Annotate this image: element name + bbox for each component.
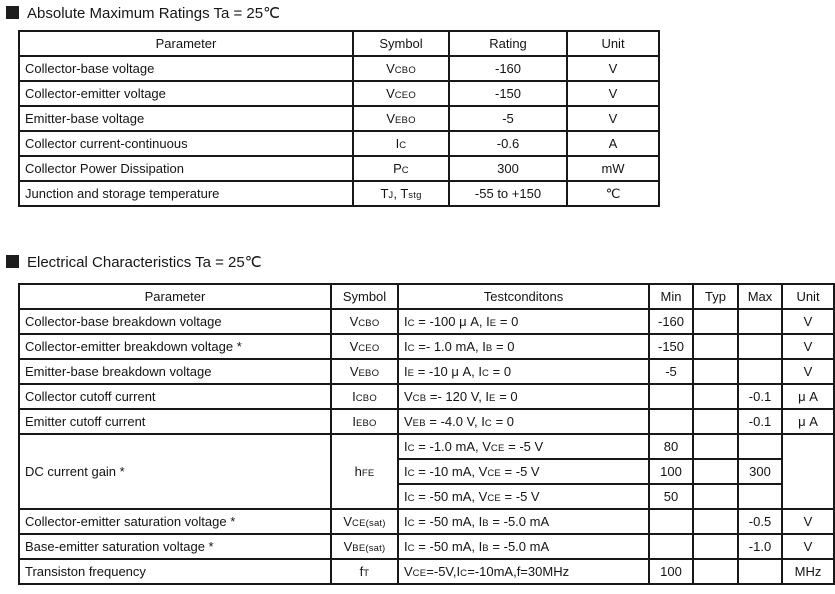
table-cell: V [782,309,834,334]
table-cell: V [567,106,659,131]
table-row [19,359,834,384]
subscript-text: C [399,140,407,151]
table-cell: -5 [449,106,567,131]
subscript-text: C [407,518,415,529]
table-row [19,534,834,559]
subscript-text: C [460,568,468,579]
table-cell: VEBO [353,106,449,131]
table-cell: -150 [449,81,567,106]
table-cell: Collector-base voltage [19,56,353,81]
header-row [19,31,659,56]
table-row [19,309,834,334]
table-cell: V [782,534,834,559]
table-cell: VCBO [353,56,449,81]
subscript-text: FE [361,468,375,479]
table-cell [693,509,738,534]
table-cell: fT [331,559,398,584]
table-cell [693,384,738,409]
section-title-text: Absolute Maximum Ratings Ta = 25℃ [27,5,280,22]
square-bullet-icon [6,255,19,268]
table-cell: hFE [331,434,398,509]
table-cell: ℃ [567,181,659,206]
table-cell [738,559,782,584]
table-cell: IE = -10 μ A, IC = 0 [398,359,649,384]
table-cell: -0.1 [738,384,782,409]
table-cell: -160 [449,56,567,81]
table-row [19,434,834,459]
subscript-text: EBO [395,115,416,126]
table-cell: IC = -1.0 mA, VCE = -5 V [398,434,649,459]
table-cell [693,559,738,584]
table-cell [738,334,782,359]
table-cell: V [782,359,834,384]
table-cell: Emitter-base voltage [19,106,353,131]
table-cell: VCBO [331,309,398,334]
table-cell: VCEO [353,81,449,106]
subscript-text: CE [487,493,501,504]
table-cell: IC = -10 mA, VCE = -5 V [398,459,649,484]
subscript-text: stg [408,190,422,201]
table-cell: Collector current-continuous [19,131,353,156]
table-row [19,181,659,206]
electrical-characteristics-table [18,283,835,585]
column-header: Parameter [19,284,331,309]
subscript-text: EBO [355,418,377,429]
table-cell: IC = -50 mA, VCE = -5 V [398,484,649,509]
table-cell: Junction and storage temperature [19,181,353,206]
table-cell: PC [353,156,449,181]
subscript-text: E [489,393,496,404]
subscript-text: CEO [358,343,380,354]
column-header: Typ [693,284,738,309]
table-cell: DC current gain * [19,434,331,509]
subscript-text: E [407,368,415,379]
table-cell: A [567,131,659,156]
column-header: Symbol [331,284,398,309]
table-cell: VCE=-5V,IC=-10mA,f=30MHz [398,559,649,584]
subscript-text: CBO [358,318,380,329]
subscript-text: C [484,418,492,429]
subscript-text: CB [412,393,427,404]
table-cell: IC [353,131,449,156]
table-row [19,384,834,409]
table-cell: 50 [649,484,693,509]
column-header: Unit [782,284,834,309]
table-cell [693,359,738,384]
column-header: Unit [567,31,659,56]
table-cell: VCEO [331,334,398,359]
table-row [19,81,659,106]
table-row [19,509,834,534]
subscript-text: C [482,368,490,379]
subscript-text: C [407,343,415,354]
table-cell: 80 [649,434,693,459]
subscript-text: C [407,468,415,479]
table-row [19,409,834,434]
absolute-maximum-ratings-table [18,30,660,207]
table-cell [693,409,738,434]
table-cell: μ A [782,384,834,409]
column-header: Rating [449,31,567,56]
table-cell: Collector-emitter breakdown voltage * [19,334,331,359]
column-header: Max [738,284,782,309]
table-cell [693,534,738,559]
table-cell [693,459,738,484]
table-cell: Collector Power Dissipation [19,156,353,181]
subscript-text: CBO [394,65,416,76]
table-row [19,106,659,131]
subscript-text: BE(sat) [352,543,386,554]
column-header: Parameter [19,31,353,56]
table-cell: Collector-emitter voltage [19,81,353,106]
table-cell: VCE(sat) [331,509,398,534]
table-cell: IC = -50 mA, IB = -5.0 mA [398,509,649,534]
subscript-text: B [482,518,489,529]
subscript-text: E [489,318,497,329]
table-cell [738,309,782,334]
table-cell: Base-emitter saturation voltage * [19,534,331,559]
subscript-text: EB [412,418,426,429]
table-cell: IC = -100 μ A, IE = 0 [398,309,649,334]
table-cell [693,334,738,359]
table-cell: -55 to +150 [449,181,567,206]
column-header: Symbol [353,31,449,56]
section-title-text: Electrical Characteristics Ta = 25℃ [27,254,262,271]
table-cell: VEBO [331,359,398,384]
table-cell: V [782,509,834,534]
subscript-text: C [407,493,415,504]
table-row [19,156,659,181]
table-cell: MHz [782,559,834,584]
table-cell: IEBO [331,409,398,434]
table-cell [649,409,693,434]
table-cell: -0.1 [738,409,782,434]
table-cell: TJ, Tstg [353,181,449,206]
square-bullet-icon [6,6,19,19]
table-cell [782,434,834,509]
table-cell [693,434,738,459]
table-cell: VEB = -4.0 V, IC = 0 [398,409,649,434]
subscript-text: B [485,343,493,354]
table-cell: -160 [649,309,693,334]
column-header: Min [649,284,693,309]
table-cell [693,309,738,334]
table-cell [693,484,738,509]
header-row [19,284,834,309]
section-title-electrical-characteristics [6,254,835,272]
table-cell [738,359,782,384]
subscript-text: C [401,165,409,176]
table-cell: 100 [649,459,693,484]
table-cell: 100 [649,559,693,584]
table-row [19,131,659,156]
table-cell: ICBO [331,384,398,409]
table-cell: V [567,81,659,106]
table-row [19,559,834,584]
subscript-text: C [407,443,415,454]
subscript-text: J [388,190,394,201]
table-cell: Collector cutoff current [19,384,331,409]
table-cell: IC = -50 mA, IB = -5.0 mA [398,534,649,559]
subscript-text: B [482,543,489,554]
table-cell: V [567,56,659,81]
table-cell: VBE(sat) [331,534,398,559]
table-cell: Emitter cutoff current [19,409,331,434]
subscript-text: CE [487,468,501,479]
subscript-text: CBO [355,393,377,404]
table-cell: -0.6 [449,131,567,156]
subscript-text: T [363,568,370,579]
table-cell: IC =- 1.0 mA, IB = 0 [398,334,649,359]
table-cell [649,384,693,409]
table-row [19,334,834,359]
table-cell: -150 [649,334,693,359]
table-cell: 300 [449,156,567,181]
table-cell: μ A [782,409,834,434]
table-cell: -5 [649,359,693,384]
table-cell [649,534,693,559]
table-cell: -0.5 [738,509,782,534]
subscript-text: EBO [358,368,380,379]
table-cell: 300 [738,459,782,484]
table-cell [738,484,782,509]
table-cell [649,509,693,534]
subscript-text: CEO [394,90,416,101]
subscript-text: CE(sat) [352,518,386,529]
table-cell: V [782,334,834,359]
section-title-absolute-maximum-ratings [6,5,835,23]
subscript-text: CE [490,443,505,454]
subscript-text: C [407,543,415,554]
subscript-text: CE [412,568,427,579]
table-cell: mW [567,156,659,181]
table-row [19,56,659,81]
table-cell [738,434,782,459]
table-cell: Transiston frequency [19,559,331,584]
subscript-text: C [407,318,415,329]
table-cell: -1.0 [738,534,782,559]
table-cell: Collector-base breakdown voltage [19,309,331,334]
table-cell: Collector-emitter saturation voltage * [19,509,331,534]
table-cell: Emitter-base breakdown voltage [19,359,331,384]
column-header: Testconditons [398,284,649,309]
table-cell: VCB =- 120 V, IE = 0 [398,384,649,409]
